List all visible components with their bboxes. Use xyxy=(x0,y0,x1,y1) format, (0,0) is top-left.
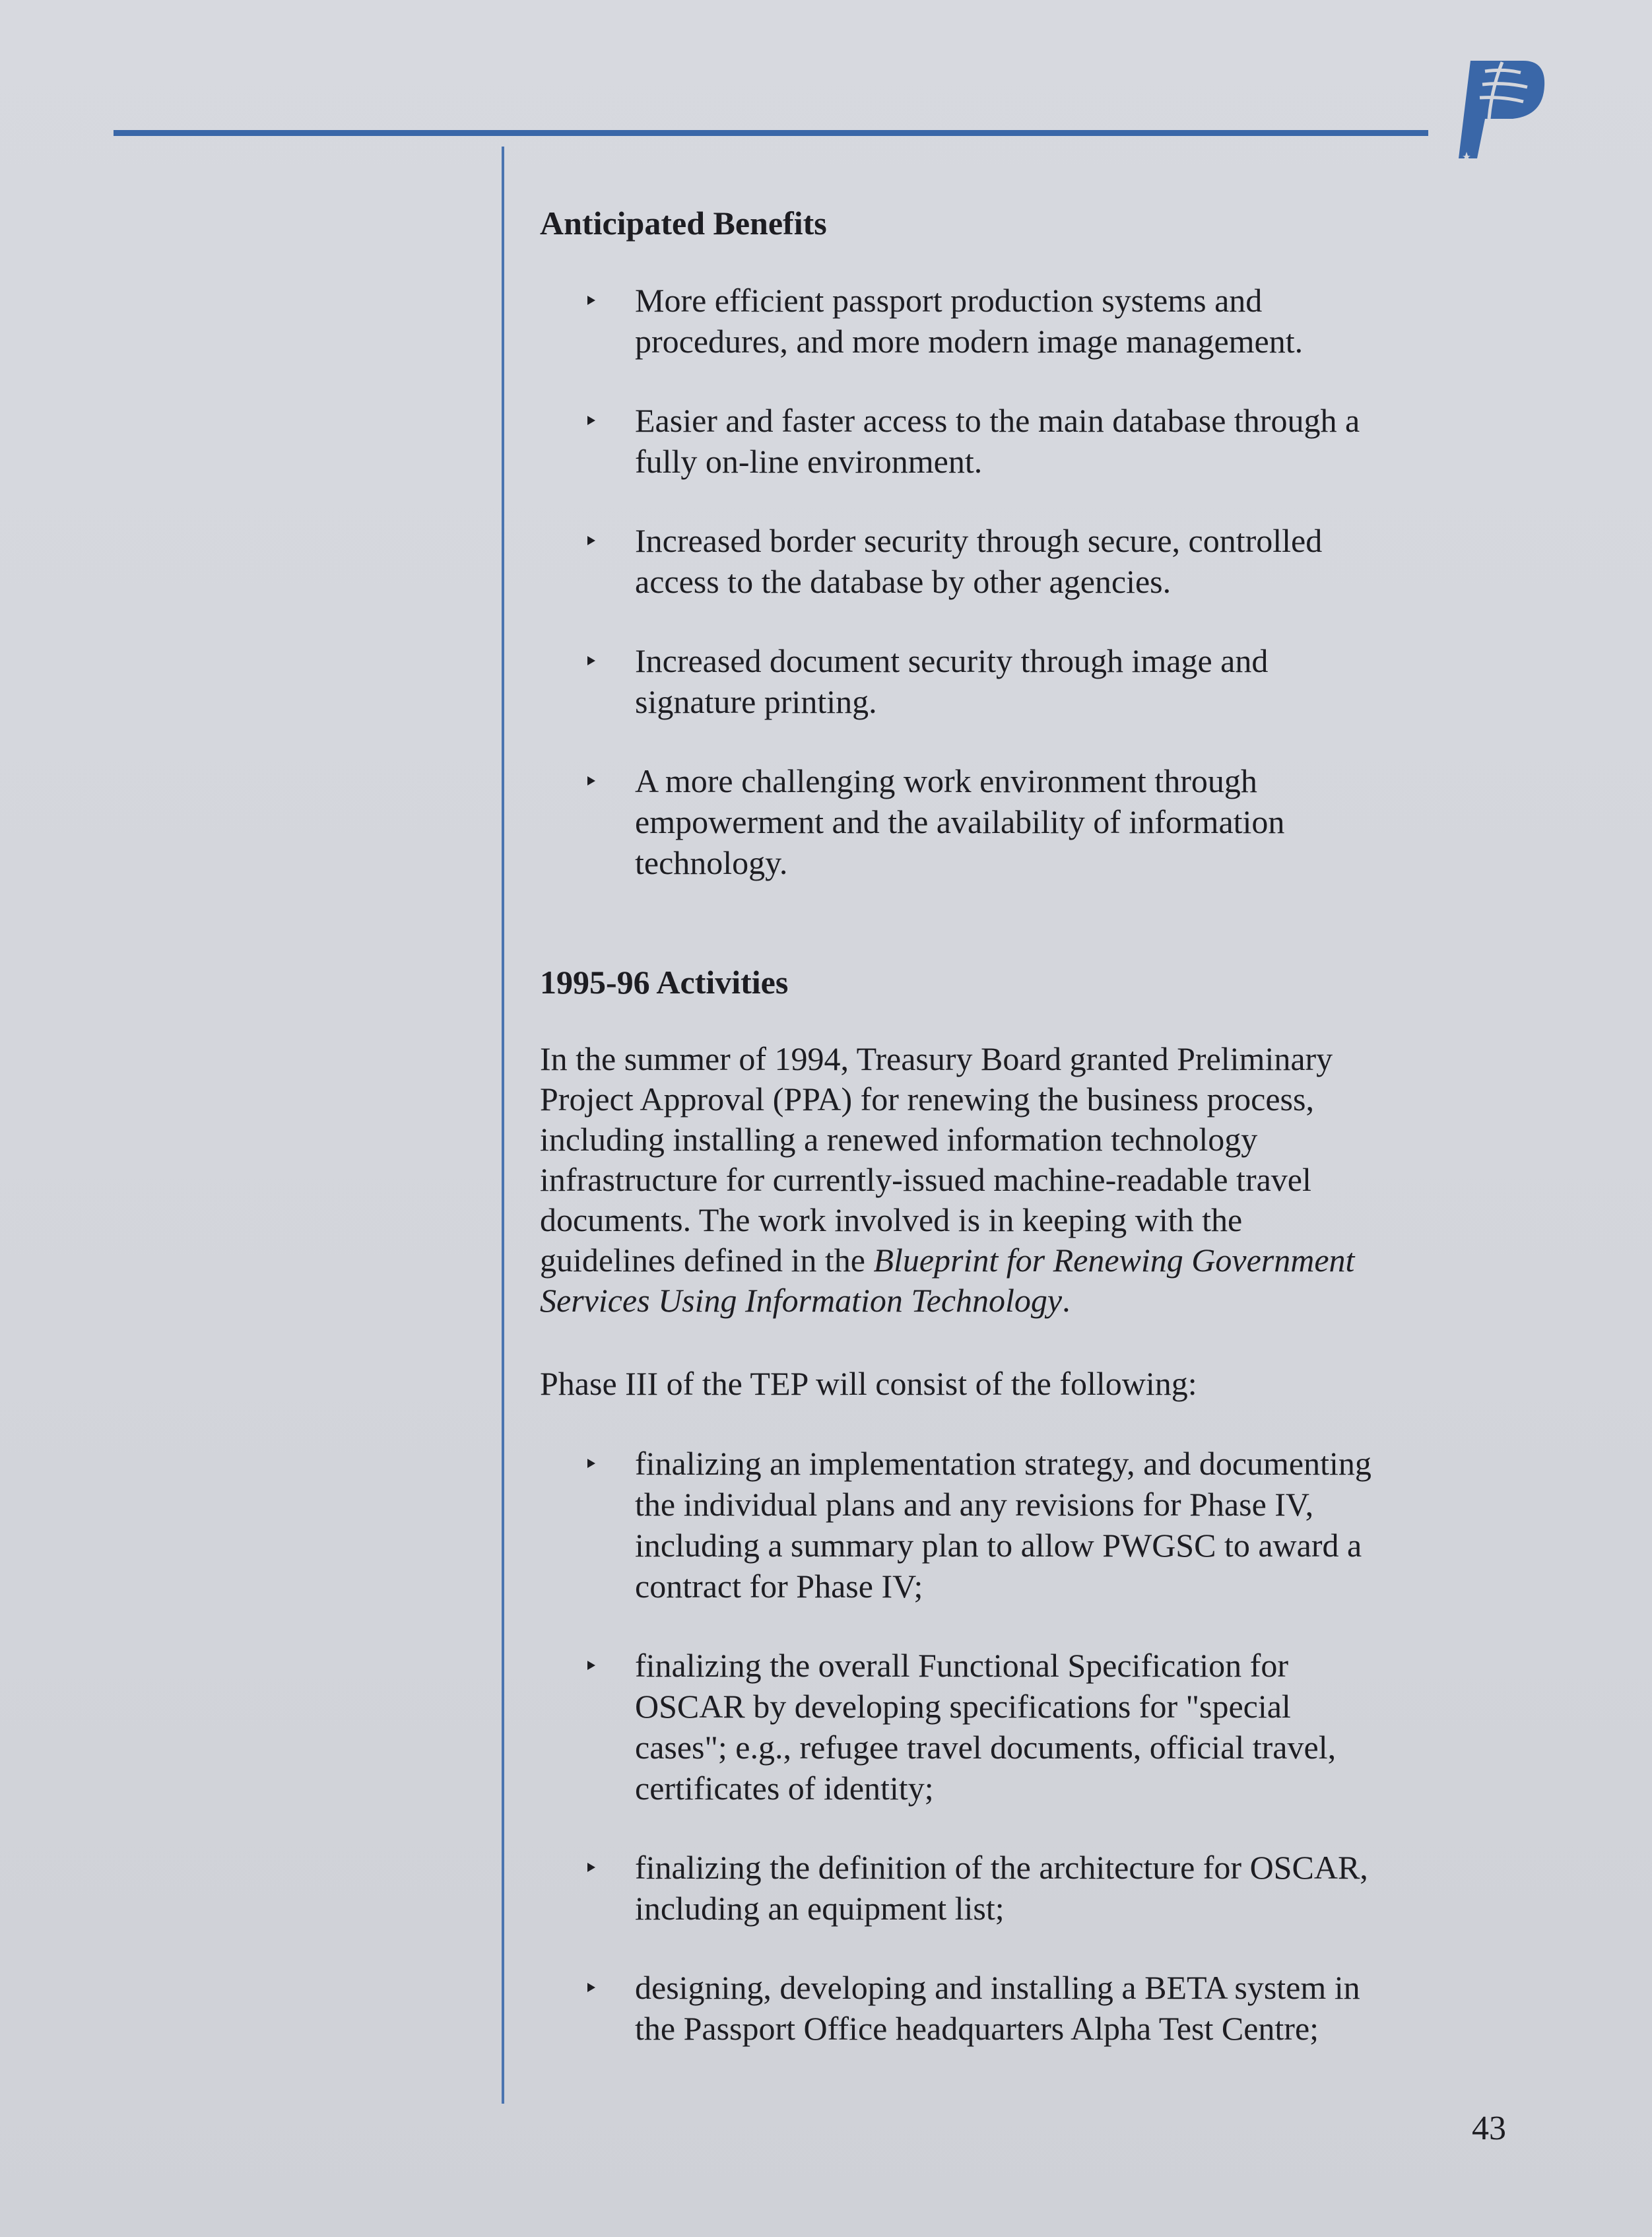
list-item-line: More efficient passport production systems and xyxy=(635,282,1263,319)
list-item xyxy=(587,1443,1452,1607)
page-number: 43 xyxy=(1472,2110,1506,2147)
heading-activities: 1995-96 Activities xyxy=(540,964,789,1001)
list-item-line: finalizing the definition of the architecture for OSCAR, xyxy=(635,1849,1368,1886)
list-item-line: technology. xyxy=(635,844,788,881)
heading-anticipated-benefits: Anticipated Benefits xyxy=(540,205,827,242)
list-item-line: A more challenging work environment through xyxy=(635,762,1257,799)
list-item-line: designing, developing and installing a BETA system in xyxy=(635,1969,1360,2006)
list-item-line: signature printing. xyxy=(635,683,877,720)
paragraph-line: including installing a renewed information technology xyxy=(540,1121,1258,1158)
phase-intro: Phase III of the TEP will consist of the following: xyxy=(540,1365,1197,1402)
blueprint-title: Blueprint for Renewing Government xyxy=(873,1242,1355,1279)
passport-p-logo-icon xyxy=(1439,53,1548,172)
paragraph-line: infrastructure for currently-issued machine-readable travel xyxy=(540,1161,1311,1198)
list-item xyxy=(587,1967,1452,2049)
list-item xyxy=(587,640,1445,722)
blueprint-title-cont: Services Using Information Technology xyxy=(540,1282,1063,1319)
list-item-line: the Passport Office headquarters Alpha Test Centre; xyxy=(635,2010,1319,2047)
bullet-arrow-icon xyxy=(587,1459,595,1468)
list-item xyxy=(587,760,1445,883)
list-item-line: empowerment and the availability of information xyxy=(635,803,1285,840)
list-item-line: Increased border security through secure, controlled xyxy=(635,522,1323,559)
list-item-line: the individual plans and any revisions for Phase IV, xyxy=(635,1486,1314,1523)
list-item-line: cases"; e.g., refugee travel documents, official travel, xyxy=(635,1729,1337,1766)
paragraph-line: guidelines defined in the Blueprint for Renewing Government xyxy=(540,1242,1355,1279)
list-item-line: Easier and faster access to the main database through a xyxy=(635,402,1360,439)
bullet-arrow-icon xyxy=(587,1983,595,1992)
list-item-line: Increased document security through image and xyxy=(635,642,1269,679)
benefits-list xyxy=(587,280,1445,883)
list-item xyxy=(587,520,1445,602)
paragraph-line: Project Approval (PPA) for renewing the business process, xyxy=(540,1081,1314,1118)
list-item-line: including an equipment list; xyxy=(635,1890,1005,1927)
bullet-arrow-icon xyxy=(587,1661,595,1670)
bullet-arrow-icon xyxy=(587,416,595,425)
list-item xyxy=(587,400,1445,482)
bullet-arrow-icon xyxy=(587,776,595,785)
list-item-line: finalizing the overall Functional Specification for xyxy=(635,1647,1288,1684)
list-item-line: certificates of identity; xyxy=(635,1770,934,1807)
list-item-line: procedures, and more modern image management. xyxy=(635,323,1304,360)
phase-list xyxy=(587,1443,1452,2049)
list-item-line: access to the database by other agencies. xyxy=(635,563,1172,600)
bullet-arrow-icon xyxy=(587,656,595,665)
header-rule xyxy=(114,130,1428,136)
list-item-line: contract for Phase IV; xyxy=(635,1568,923,1605)
paragraph-line: In the summer of 1994, Treasury Board granted Preliminary xyxy=(540,1040,1333,1077)
list-item xyxy=(587,1847,1452,1929)
bullet-arrow-icon xyxy=(587,296,595,305)
paragraph-line: documents. The work involved is in keeping with the xyxy=(540,1201,1243,1238)
list-item-line: fully on-line environment. xyxy=(635,443,983,480)
bullet-arrow-icon xyxy=(587,536,595,545)
paragraph-line: Services Using Information Technology. xyxy=(540,1282,1071,1319)
margin-rule xyxy=(502,147,504,2104)
bullet-arrow-icon xyxy=(587,1863,595,1872)
list-item xyxy=(587,1645,1452,1809)
activities-paragraph xyxy=(540,1039,1451,1321)
list-item-line: including a summary plan to allow PWGSC to award a xyxy=(635,1527,1362,1564)
list-item-line: OSCAR by developing specifications for "special xyxy=(635,1688,1291,1725)
list-item xyxy=(587,280,1445,362)
list-item-line: finalizing an implementation strategy, and documenting xyxy=(635,1445,1371,1482)
